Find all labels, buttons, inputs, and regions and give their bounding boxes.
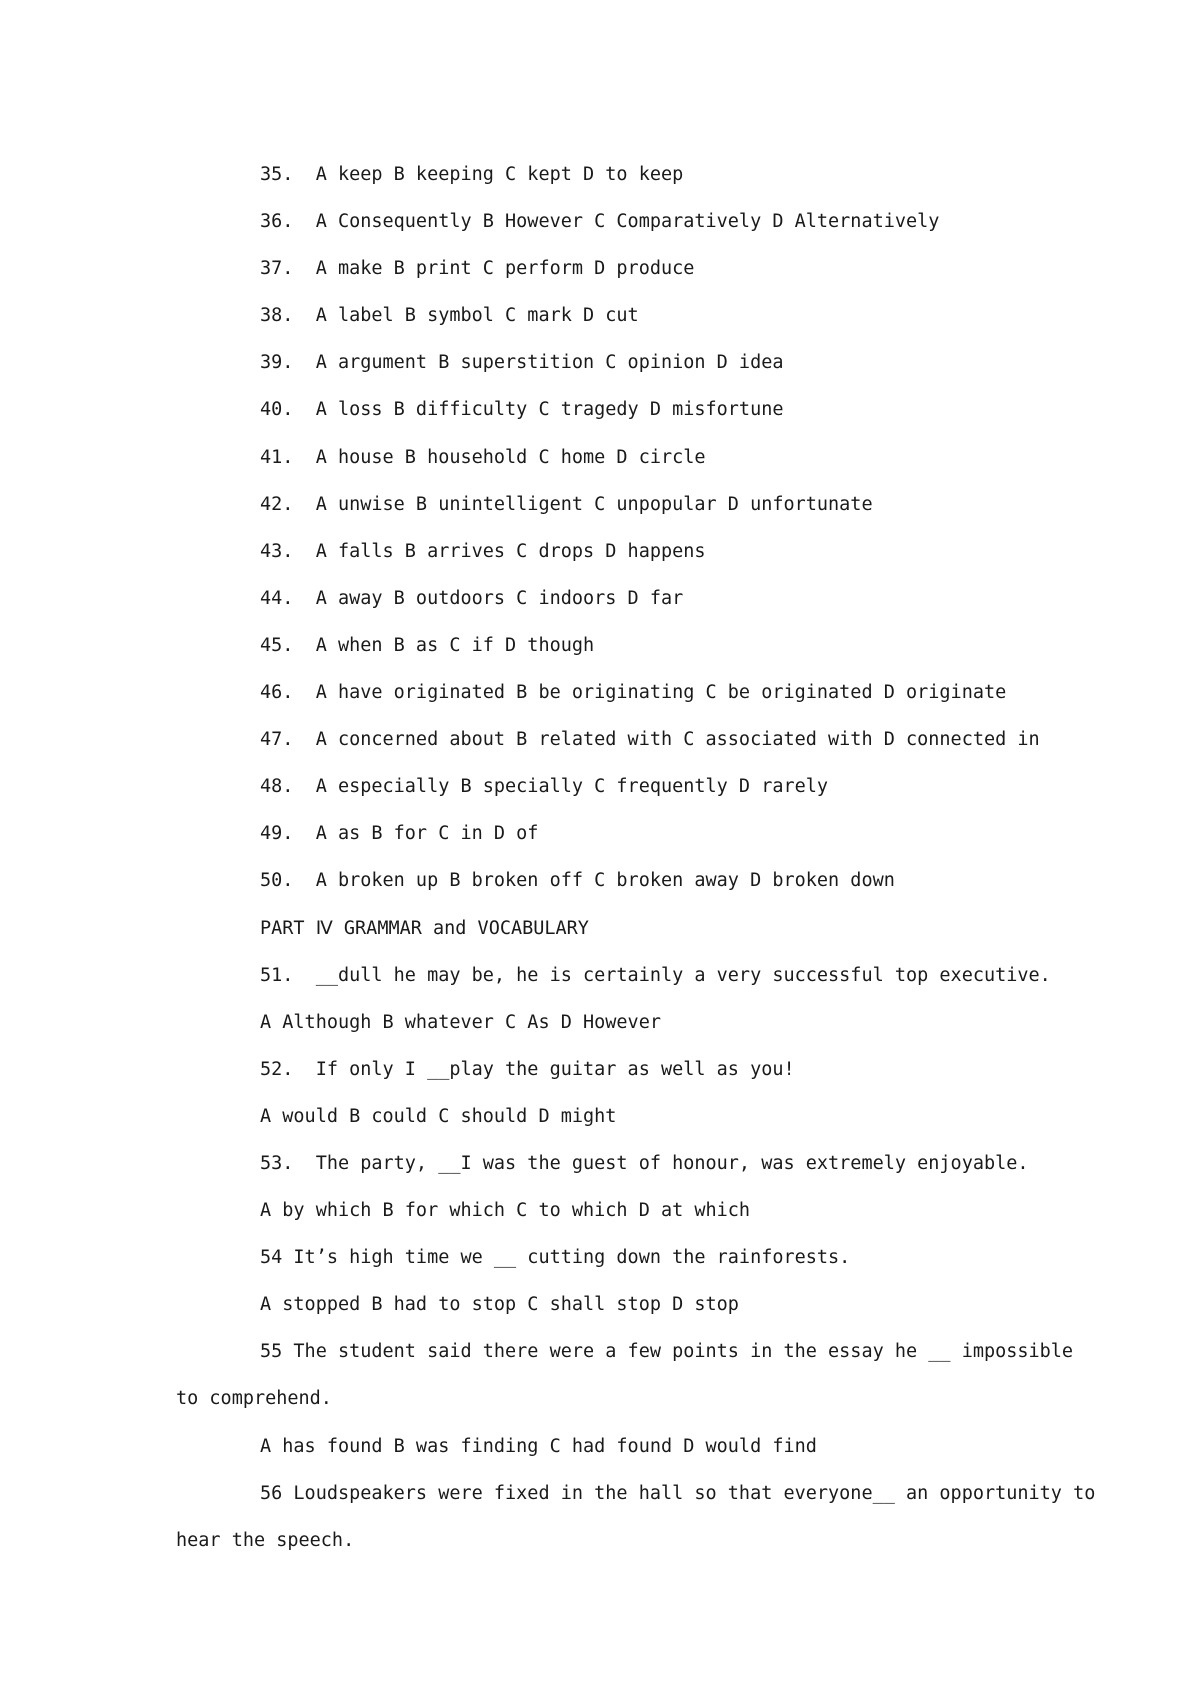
text-line: A by which B for which C to which D at which [260,1200,751,1222]
text-line: hear the speech. [176,1529,355,1551]
text-line: 53. The party, __I was the guest of honour, was extremely enjoyable. [260,1152,1029,1174]
text-line: 35. A keep B keeping C kept D to keep [260,164,684,185]
text-line: 42. A unwise B unintelligent C unpopular D unfortunate [260,493,873,515]
text-line: 50. A broken up B broken off C broken away D broken down [260,870,895,892]
text-line: A would B could C should D might [260,1105,617,1127]
text-line: 45. A when B as C if D though [260,634,595,656]
text-line: 52. If only I __play the guitar as well as you! [260,1058,795,1080]
text-line: 56 Loudspeakers were fixed in the hall so that everyone__ an opportunity to [260,1482,1096,1504]
text-line: 49. A as B for C in D of [260,823,539,845]
text-line: PART Ⅳ GRAMMAR and VOCABULARY [260,917,589,939]
text-line: to comprehend. [176,1388,332,1410]
text-line: 55 The student said there were a few points in the essay he __ impossible [260,1341,1074,1363]
text-line: A stopped B had to stop C shall stop D stop [260,1294,739,1316]
text-line: A has found B was finding C had found D would find [260,1435,817,1457]
text-line: 40. A loss B difficulty C tragedy D misfortune [260,399,784,421]
text-line: 54 It’s high time we __ cutting down the rainforests. [260,1247,851,1269]
text-line: 39. A argument B superstition C opinion D idea [260,352,784,374]
text-line: 38. A label B symbol C mark D cut [260,305,639,327]
text-line: 44. A away B outdoors C indoors D far [260,587,684,609]
text-line: 41. A house B household C home D circle [260,446,706,468]
text-line: 47. A concerned about B related with C associated with D connected in [260,729,1040,751]
exam-text [176,151,1096,1564]
text-line: 48. A especially B specially C frequently D rarely [260,776,829,798]
text-line: A Although B whatever C As D However [260,1011,661,1033]
text-line: 51. __dull he may be, he is certainly a very successful top executive. [260,964,1051,986]
text-line: 46. A have originated B be originating C be originated D originate [260,682,1007,704]
text-line: 37. A make B print C perform D produce [260,258,695,280]
text-line: 36. A Consequently B However C Comparatively D Alternatively [260,211,940,233]
text-line: 43. A falls B arrives C drops D happens [260,540,706,562]
